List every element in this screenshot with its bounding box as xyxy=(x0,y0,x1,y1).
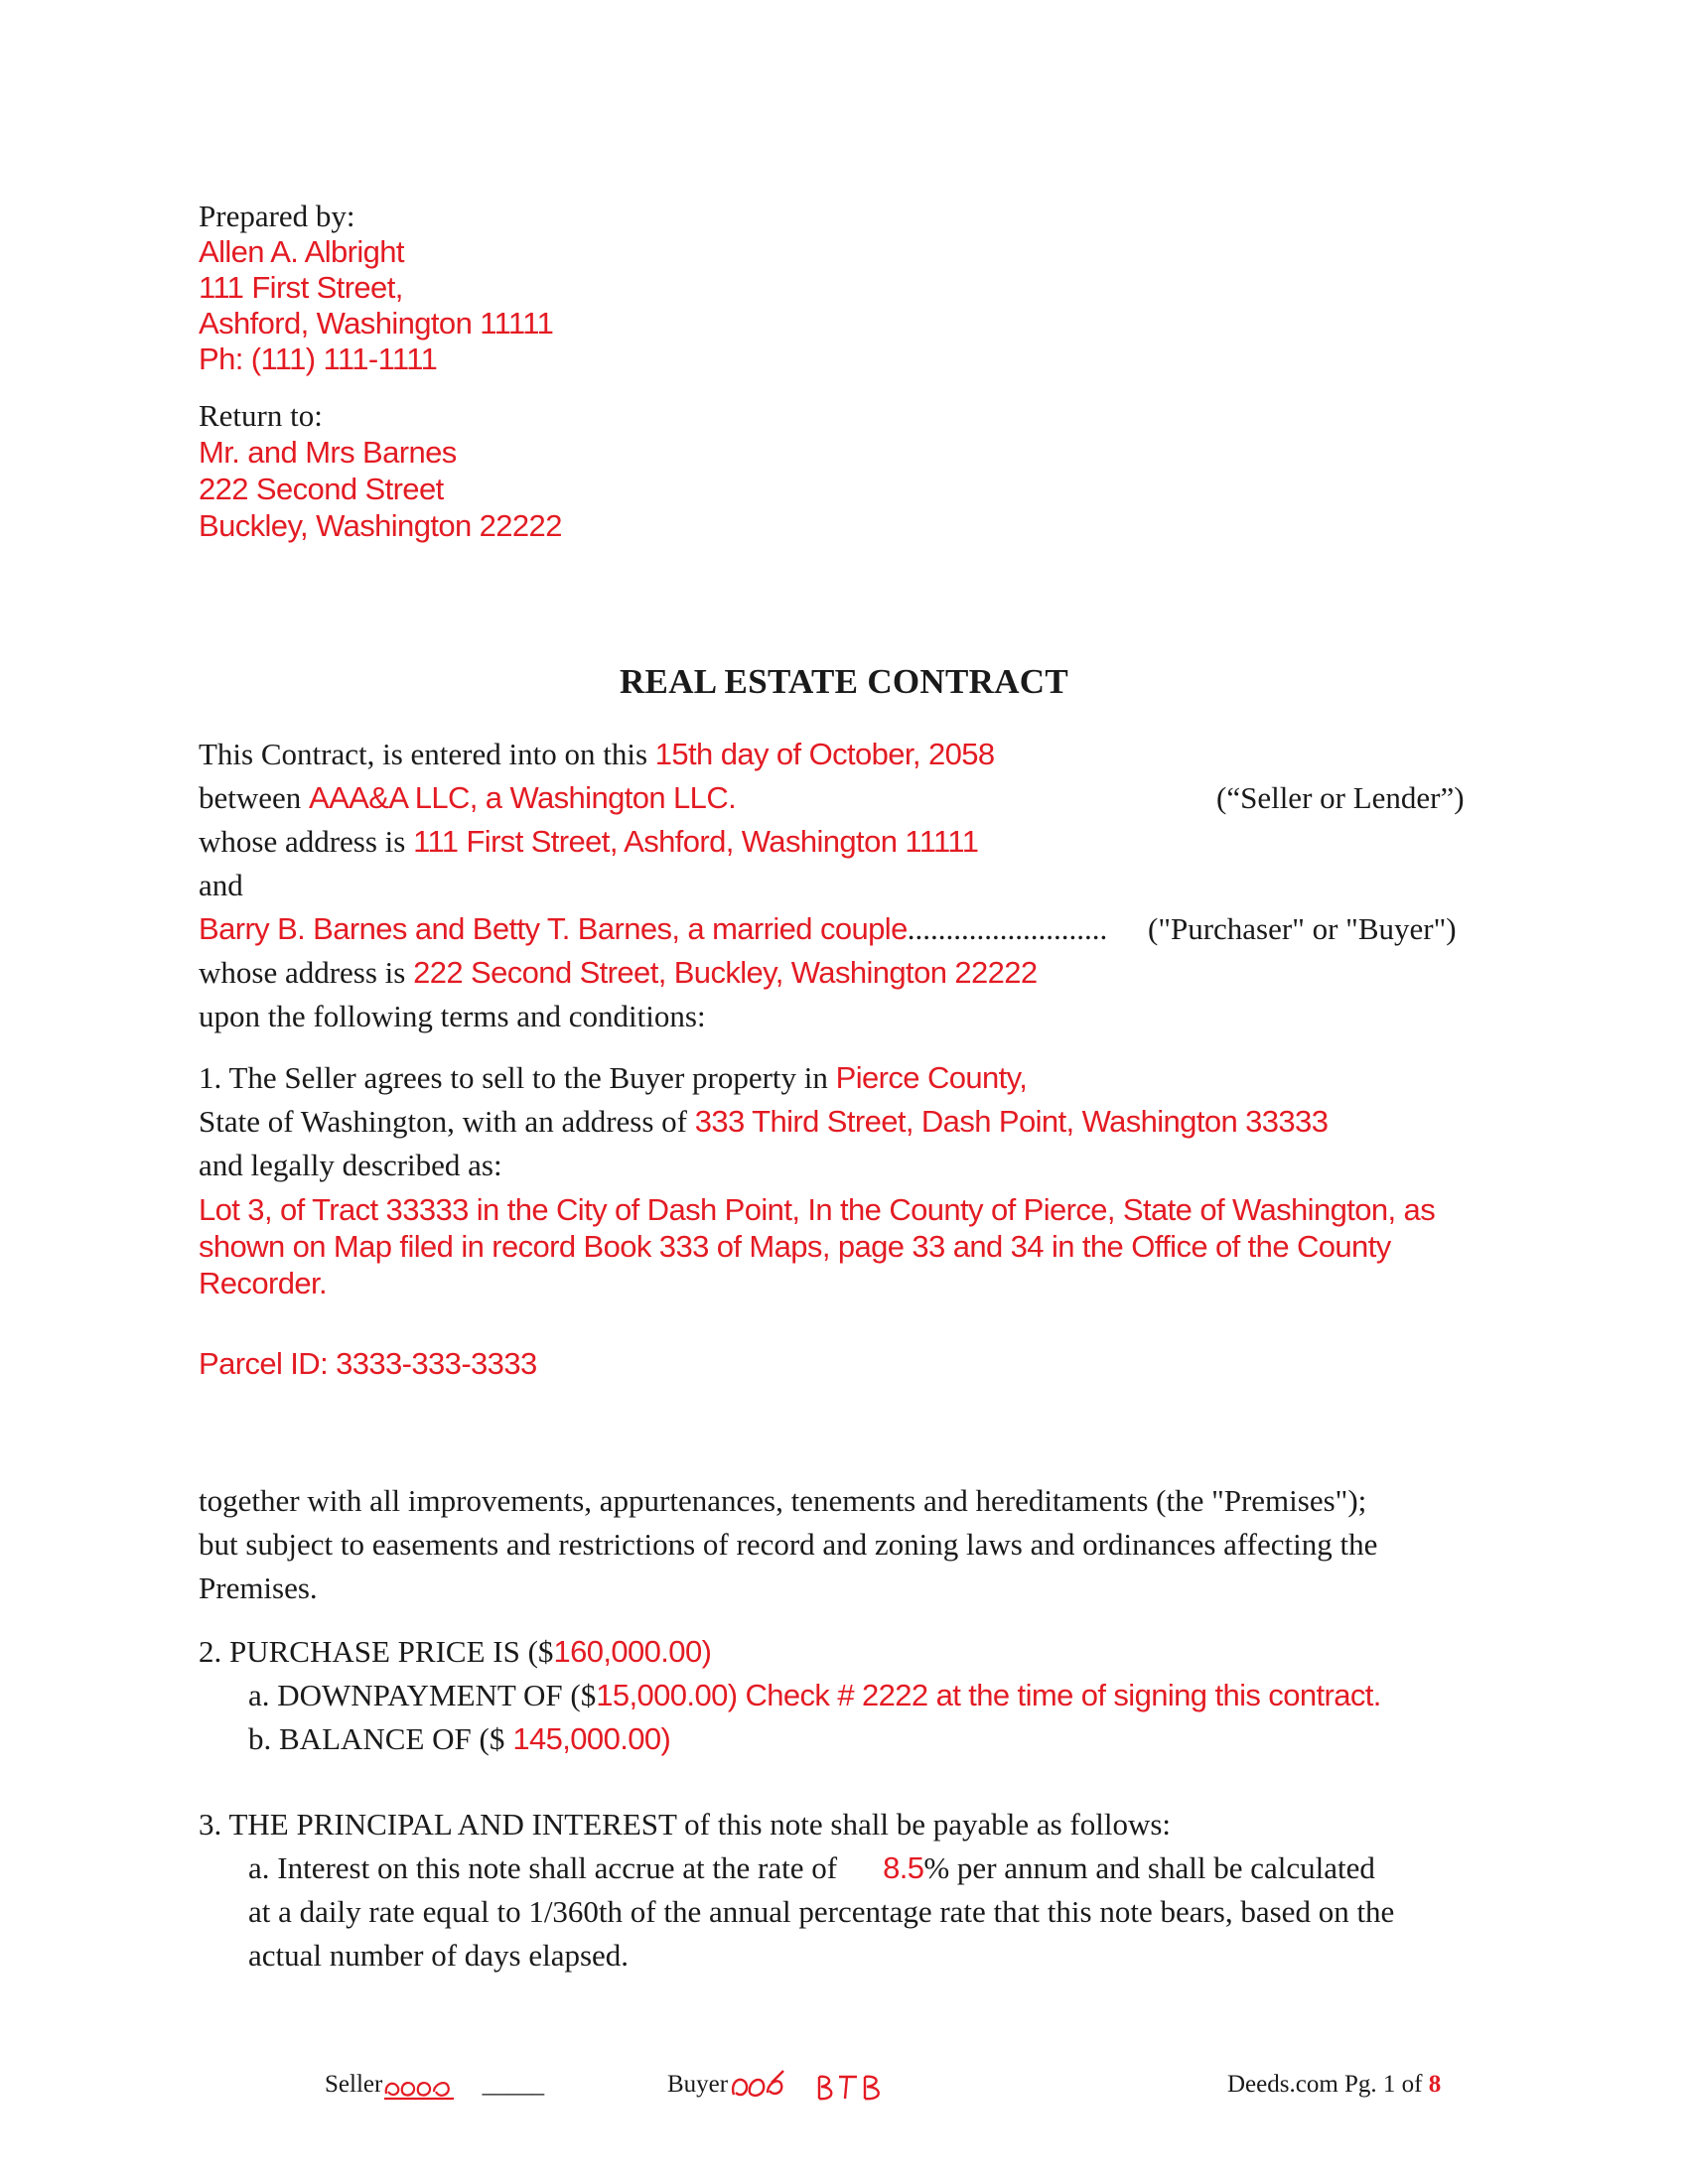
interest-line3: actual number of days elapsed. xyxy=(248,1938,630,1973)
intro-line-seller xyxy=(199,776,736,820)
section1-text3: and legally described as: xyxy=(199,1148,502,1182)
prepared-by-block xyxy=(199,199,553,377)
balance-line xyxy=(248,1717,670,1761)
return-street: 222 Second Street xyxy=(199,472,444,506)
seller-blank-line: _____ xyxy=(482,2071,545,2098)
buyer-address: 222 Second Street, Buckley, Washington 22222 xyxy=(413,955,1038,990)
section1-text2: State of Washington, with an address of xyxy=(199,1104,687,1139)
seller-name: AAA&A LLC, a Washington LLC. xyxy=(309,780,737,815)
purchase-price: 160,000.00) xyxy=(553,1634,712,1669)
return-city: Buckley, Washington 22222 xyxy=(199,508,562,543)
page-text: Deeds.com Pg. 1 of xyxy=(1227,2071,1429,2098)
property-county: Pierce County, xyxy=(835,1060,1028,1095)
section1-line1 xyxy=(199,1056,1027,1100)
seller-label: Seller xyxy=(325,2071,383,2098)
preparer-city: Ashford, Washington 11111 xyxy=(199,306,554,341)
seller-address: 111 First Street, Ashford, Washington 11111 xyxy=(413,824,979,859)
together-line2: but subject to easements and restrictions of record and zoning laws and ordinances affecting the xyxy=(199,1527,1378,1562)
intro-line-seller-address xyxy=(199,820,978,864)
interest-text-b: % per annum and shall be calculated xyxy=(923,1850,1375,1885)
document-title: REAL ESTATE CONTRACT xyxy=(619,662,1069,701)
intro-line-buyer xyxy=(199,907,1107,951)
down-label: a. DOWNPAYMENT OF ($ xyxy=(248,1678,597,1712)
and-text: and xyxy=(199,868,243,902)
whose-address-text-2: whose address is xyxy=(199,955,406,990)
price-label: 2. PURCHASE PRICE IS ($ xyxy=(199,1634,554,1669)
buyer-role: ("Purchaser" or "Buyer") xyxy=(1148,911,1457,946)
entered-text: This Contract, is entered into on this xyxy=(199,737,648,771)
intro-line-buyer-address xyxy=(199,951,1038,995)
together-line3: Premises. xyxy=(199,1570,318,1605)
interest-rate: 8.5 xyxy=(883,1850,924,1885)
return-name: Mr. and Mrs Barnes xyxy=(199,435,457,470)
section1-line2 xyxy=(199,1100,1328,1144)
downpayment-value: 15,000.00) Check # 2222 at the time of signing this contract. xyxy=(596,1678,1381,1712)
buyer-label: Buyer xyxy=(667,2071,729,2098)
balance-label: b. BALANCE OF ($ xyxy=(248,1721,505,1756)
downpayment-line xyxy=(248,1674,1381,1717)
between-text: between xyxy=(199,780,302,815)
contract-date: 15th day of October, 2058 xyxy=(654,737,995,771)
purchase-price-line xyxy=(199,1630,711,1674)
page-number xyxy=(1227,2063,1441,2107)
preparer-name: Allen A. Albright xyxy=(199,234,404,269)
legal-description: Lot 3, of Tract 33333 in the City of Dash Point, In the County of Pierce, State of Washington, as shown on Map filed in record Book 333 of Maps, page 33 and 34 in the Office of the County Recorder. xyxy=(199,1192,1436,1300)
intro-line-date xyxy=(199,733,995,776)
together-line1: together with all improvements, appurtenances, tenements and hereditaments (the "Premises"); xyxy=(199,1483,1367,1518)
seller-role: (“Seller or Lender”) xyxy=(1216,780,1465,815)
property-address: 333 Third Street, Dash Point, Washington 33333 xyxy=(694,1104,1329,1139)
parcel-id: Parcel ID: 3333-333-3333 xyxy=(199,1346,537,1381)
seller-initials-block xyxy=(325,2063,544,2107)
return-to-block xyxy=(199,397,562,544)
total-pages: 8 xyxy=(1428,2071,1442,2098)
section1-text1: 1. The Seller agrees to sell to the Buyer property in xyxy=(199,1060,828,1095)
section3-heading: 3. THE PRINCIPAL AND INTEREST of this note shall be payable as follows: xyxy=(199,1807,1172,1842)
buyer-initials-block xyxy=(667,2063,903,2109)
seller-initials-signature xyxy=(382,2066,458,2106)
interest-line2: at a daily rate equal to 1/360th of the annual percentage rate that this note bears, based on the xyxy=(248,1894,1395,1929)
whose-address-text: whose address is xyxy=(199,824,406,859)
preparer-phone: Ph: (111) 111-1111 xyxy=(199,341,438,376)
prepared-by-label: Prepared by: xyxy=(199,199,355,233)
preparer-street: 111 First Street, xyxy=(199,270,403,305)
buyer-name: Barry B. Barnes and Betty T. Barnes, a married couple xyxy=(199,911,908,946)
balance-value: 145,000.00) xyxy=(504,1721,671,1756)
return-to-label: Return to: xyxy=(199,398,323,433)
terms-text: upon the following terms and conditions: xyxy=(199,999,706,1033)
interest-line xyxy=(248,1846,1375,1890)
interest-text: a. Interest on this note shall accrue at the rate of xyxy=(248,1850,838,1885)
buyer-initials-signature xyxy=(728,2063,903,2109)
buyer-leader: .......................... xyxy=(907,911,1108,946)
